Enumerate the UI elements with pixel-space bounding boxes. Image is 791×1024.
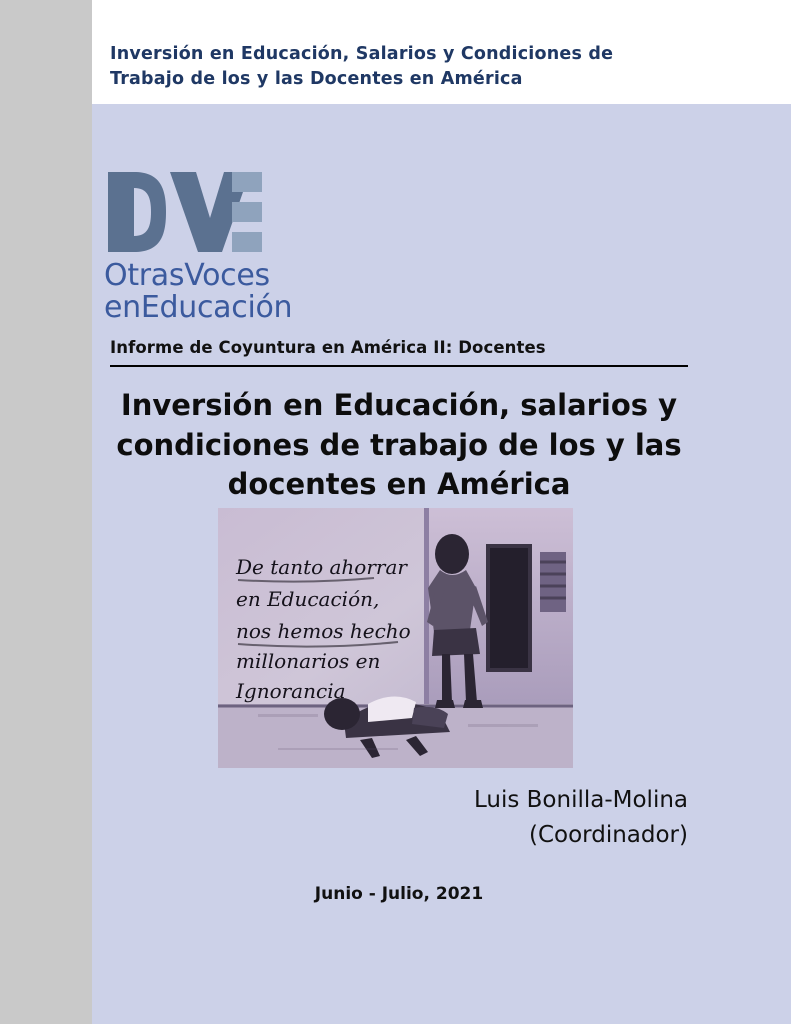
left-gray-margin-band [0, 0, 92, 1024]
ove-logo-icon [104, 168, 266, 256]
svg-text:De tanto ahorrar: De tanto ahorrar [236, 555, 407, 579]
svg-text:Ignorancia: Ignorancia [236, 679, 346, 703]
svg-text:millonarios en: millonarios en [236, 649, 381, 673]
page-title [110, 386, 688, 505]
running-header-line-2: Trabajo de los y las Docentes en América [110, 68, 523, 89]
cover-cartoon-image [218, 508, 573, 768]
ove-logo-wordmark-line-2: enEducación [104, 290, 293, 326]
page-title-line-3: docentes en América [227, 467, 571, 502]
author-block [300, 783, 688, 852]
author-role: (Coordinador) [529, 821, 688, 848]
series-label-block [110, 338, 688, 367]
page-title-line-1: Inversión en Educación, salarios y [120, 388, 678, 422]
author-name: Luis Bonilla-Molina [473, 787, 688, 813]
ove-logo-wordmark-line-1: OtrasVoces [104, 258, 270, 293]
svg-text:nos hemos hecho: nos hemos hecho [236, 619, 411, 643]
publication-date: Junio - Julio, 2021 [314, 884, 484, 904]
page-title-line-2: condiciones de trabajo de los y las [116, 427, 682, 462]
horizontal-rule [110, 365, 688, 367]
svg-text:en Educación,: en Educación, [236, 587, 380, 611]
series-label: Informe de Coyuntura en América II: Docentes [110, 338, 546, 357]
publisher-logo [104, 168, 374, 325]
running-header [110, 42, 710, 92]
ove-logo-wordmark [104, 260, 374, 325]
running-header-line-1: Inversión en Educación, Salarios y Condiciones de [110, 44, 614, 64]
